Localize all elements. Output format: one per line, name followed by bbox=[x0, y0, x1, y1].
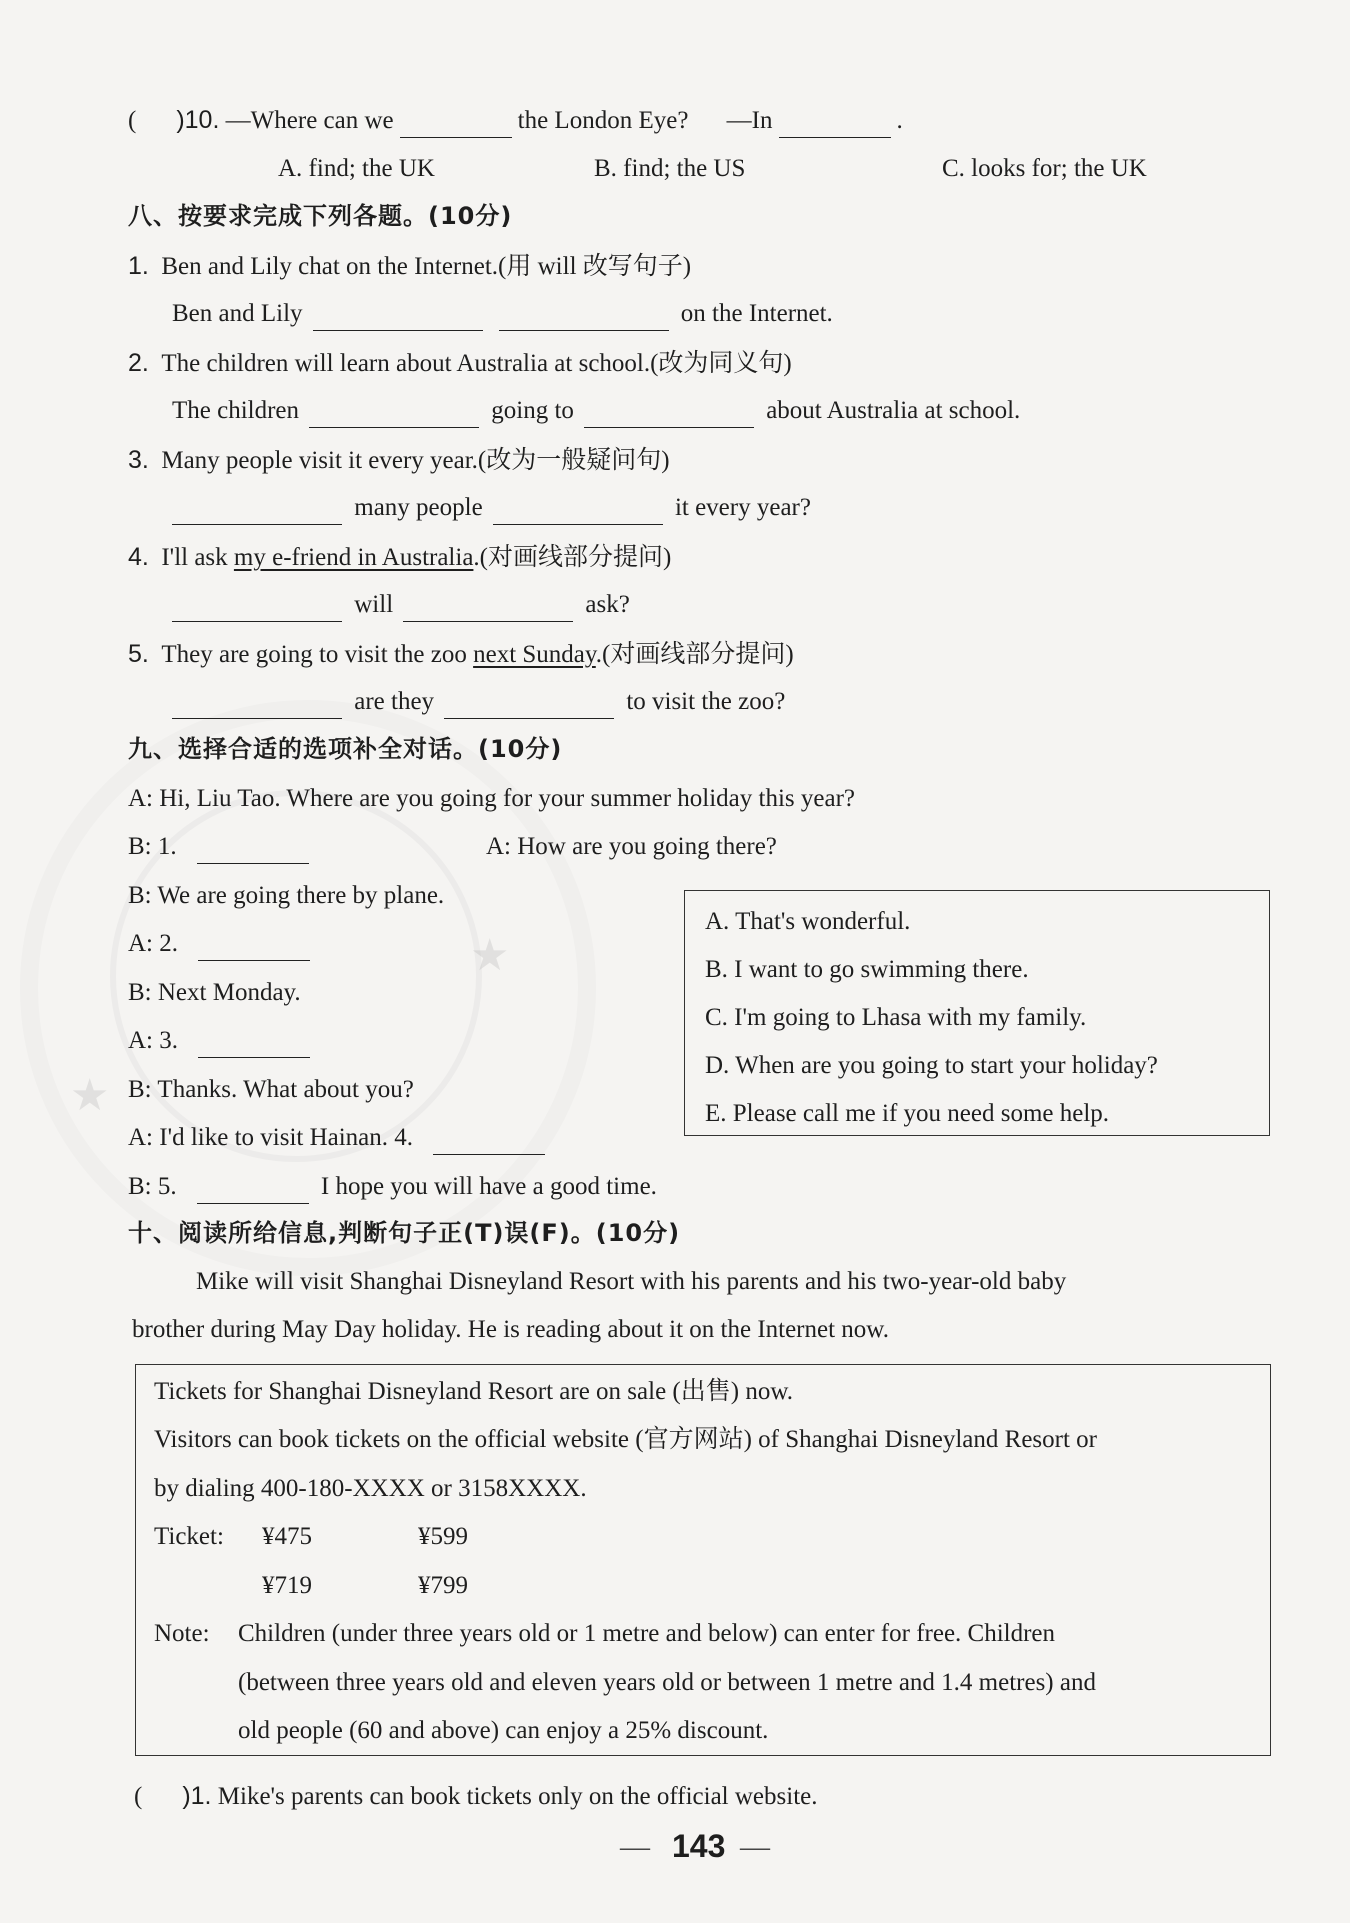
dialogue-text: B: 5. bbox=[128, 1173, 177, 1200]
answer-blank[interactable] bbox=[172, 595, 342, 622]
s8-item-4 bbox=[128, 540, 671, 575]
info-line: Visitors can book tickets on the official website (官方网站) of Shanghai Disneyland Resort or bbox=[154, 1426, 1097, 1453]
item-number: 3. bbox=[128, 446, 149, 474]
answer-blank[interactable] bbox=[779, 111, 891, 138]
item-number: 1. bbox=[128, 252, 149, 280]
answer-blank[interactable] bbox=[197, 1177, 309, 1204]
answer-blank[interactable] bbox=[584, 401, 754, 428]
answer-blank[interactable] bbox=[172, 498, 342, 525]
dialogue-line bbox=[128, 1170, 657, 1204]
s8-item-5 bbox=[128, 637, 794, 672]
info-line: by dialing 400-180-XXXX or 3158XXXX. bbox=[154, 1475, 587, 1502]
answer-blank[interactable] bbox=[197, 837, 309, 864]
ticket-label: Ticket: bbox=[154, 1523, 224, 1550]
option-e: E. Please call me if you need some help. bbox=[705, 1100, 1110, 1127]
dialogue-line: A: How are you going there? bbox=[486, 833, 777, 860]
s8-item-2 bbox=[128, 346, 792, 381]
info-line: Tickets for Shanghai Disneyland Resort are on sale (出售) now. bbox=[154, 1378, 794, 1405]
page-number-dash-right: — bbox=[740, 1830, 770, 1863]
s8-item-1 bbox=[128, 249, 691, 284]
dialogue-text: A: 2. bbox=[128, 930, 178, 957]
item-number: 2. bbox=[128, 349, 149, 377]
answer-blank[interactable] bbox=[198, 934, 310, 961]
watermark-star-icon: ★ bbox=[70, 1070, 110, 1121]
answer-text: are they bbox=[354, 688, 435, 715]
item-number: 4. bbox=[128, 543, 149, 571]
q10-end: . bbox=[896, 107, 903, 134]
dialogue-line bbox=[128, 1024, 316, 1058]
answer-text: it every year? bbox=[674, 494, 811, 521]
answer-blank[interactable] bbox=[403, 595, 573, 622]
answer-blank[interactable] bbox=[433, 1128, 545, 1155]
dialogue-line bbox=[128, 927, 316, 961]
dialogue-text: A: 3. bbox=[128, 1027, 178, 1054]
info-box bbox=[135, 1364, 1271, 1756]
q10-option-c: C. looks for; the UK bbox=[942, 155, 1147, 182]
answer-text: Ben and Lily bbox=[172, 300, 303, 327]
option-c: C. I'm going to Lhasa with my family. bbox=[705, 1004, 1087, 1031]
q10-line bbox=[128, 103, 903, 138]
underlined-phrase: my e-friend in Australia bbox=[233, 544, 474, 571]
ticket-price: ¥599 bbox=[418, 1523, 468, 1550]
answer-blank[interactable] bbox=[444, 692, 614, 719]
dialogue-line: B: We are going there by plane. bbox=[128, 882, 445, 909]
item-text: .(对画线部分提问) bbox=[473, 544, 672, 571]
paren-open: ( bbox=[128, 107, 137, 134]
paren-open: ( bbox=[134, 1783, 143, 1810]
dialogue-text: B: 1. bbox=[128, 833, 177, 860]
s8-answer-3 bbox=[172, 491, 811, 525]
item-text: The children will learn about Australia at school.(改为同义句) bbox=[161, 350, 792, 377]
dialogue-text: I hope you will have a good time. bbox=[320, 1173, 657, 1200]
option-b: B. I want to go swimming there. bbox=[705, 956, 1029, 983]
answer-text: to visit the zoo? bbox=[626, 688, 786, 715]
reading-intro: Mike will visit Shanghai Disneyland Resort with his parents and his two-year-old baby bbox=[196, 1268, 1067, 1295]
dialogue-line bbox=[128, 830, 315, 864]
question-number: )10. bbox=[176, 106, 220, 134]
item-text: Ben and Lily chat on the Internet.(用 will 改写句子) bbox=[161, 253, 692, 280]
underlined-phrase: next Sunday bbox=[473, 641, 596, 668]
answer-text: going to bbox=[491, 397, 574, 424]
answer-text: many people bbox=[354, 494, 483, 521]
s8-answer-5 bbox=[172, 685, 785, 719]
ticket-price: ¥719 bbox=[262, 1572, 312, 1599]
answer-blank[interactable] bbox=[172, 692, 342, 719]
item-text: Many people visit it every year.(改为一般疑问句) bbox=[161, 447, 670, 474]
answer-text: about Australia at school. bbox=[766, 397, 1021, 424]
answer-text: ask? bbox=[585, 591, 630, 618]
s8-answer-4 bbox=[172, 588, 630, 622]
s8-item-3 bbox=[128, 443, 670, 478]
dialogue-line bbox=[128, 1121, 551, 1155]
q10-option-a: A. find; the UK bbox=[278, 155, 435, 182]
section-8-title: 八、按要求完成下列各题。(10分) bbox=[128, 202, 513, 230]
page-number: 143 bbox=[672, 1828, 726, 1864]
item-number: 5. bbox=[128, 640, 149, 668]
item-text: They are going to visit the zoo bbox=[161, 641, 474, 668]
q10-option-b: B. find; the US bbox=[594, 155, 746, 182]
reading-intro: brother during May Day holiday. He is reading about it on the Internet now. bbox=[132, 1316, 889, 1343]
answer-text: The children bbox=[172, 397, 300, 424]
s8-answer-1 bbox=[172, 297, 833, 331]
answer-blank[interactable] bbox=[400, 111, 512, 138]
answer-blank[interactable] bbox=[198, 1031, 310, 1058]
answer-blank[interactable] bbox=[313, 304, 483, 331]
dialogue-line: B: Next Monday. bbox=[128, 979, 301, 1006]
watermark-star-icon: ★ bbox=[470, 930, 510, 981]
page-number-dash-left: — bbox=[620, 1830, 650, 1863]
q10-answer-prefix: —In bbox=[726, 107, 773, 134]
item-text: .(对画线部分提问) bbox=[595, 641, 794, 668]
ticket-price: ¥475 bbox=[262, 1523, 312, 1550]
dialogue-line: A: Hi, Liu Tao. Where are you going for your summer holiday this year? bbox=[128, 785, 856, 812]
note-line: (between three years old and eleven years old or between 1 metre and 1.4 metres) and bbox=[238, 1669, 1096, 1696]
answer-blank[interactable] bbox=[309, 401, 479, 428]
note-line: Children (under three years old or 1 metre and below) can enter for free. Children bbox=[238, 1620, 1056, 1647]
section-10-title: 十、阅读所给信息,判断句子正(T)误(F)。(10分) bbox=[128, 1219, 681, 1247]
option-d: D. When are you going to start your holiday? bbox=[705, 1052, 1158, 1079]
tf-question-1 bbox=[134, 1779, 818, 1814]
answer-text: on the Internet. bbox=[680, 300, 833, 327]
note-line: old people (60 and above) can enjoy a 25% discount. bbox=[238, 1717, 769, 1744]
q10-mid: the London Eye? bbox=[517, 107, 689, 134]
section-9-title: 九、选择合适的选项补全对话。(10分) bbox=[128, 735, 563, 763]
ticket-price: ¥799 bbox=[418, 1572, 468, 1599]
answer-blank[interactable] bbox=[493, 498, 663, 525]
note-label: Note: bbox=[154, 1620, 210, 1647]
answer-blank[interactable] bbox=[499, 304, 669, 331]
option-a: A. That's wonderful. bbox=[705, 908, 911, 935]
q10-prefix: —Where can we bbox=[225, 107, 394, 134]
dialogue-text: A: I'd like to visit Hainan. 4. bbox=[128, 1124, 414, 1151]
question-number: )1. bbox=[182, 1782, 212, 1810]
question-text: Mike's parents can book tickets only on the official website. bbox=[217, 1783, 818, 1810]
options-box bbox=[684, 890, 1270, 1136]
s8-answer-2 bbox=[172, 394, 1020, 428]
item-text: I'll ask bbox=[161, 544, 234, 571]
dialogue-line: B: Thanks. What about you? bbox=[128, 1076, 414, 1103]
answer-text: will bbox=[354, 591, 394, 618]
